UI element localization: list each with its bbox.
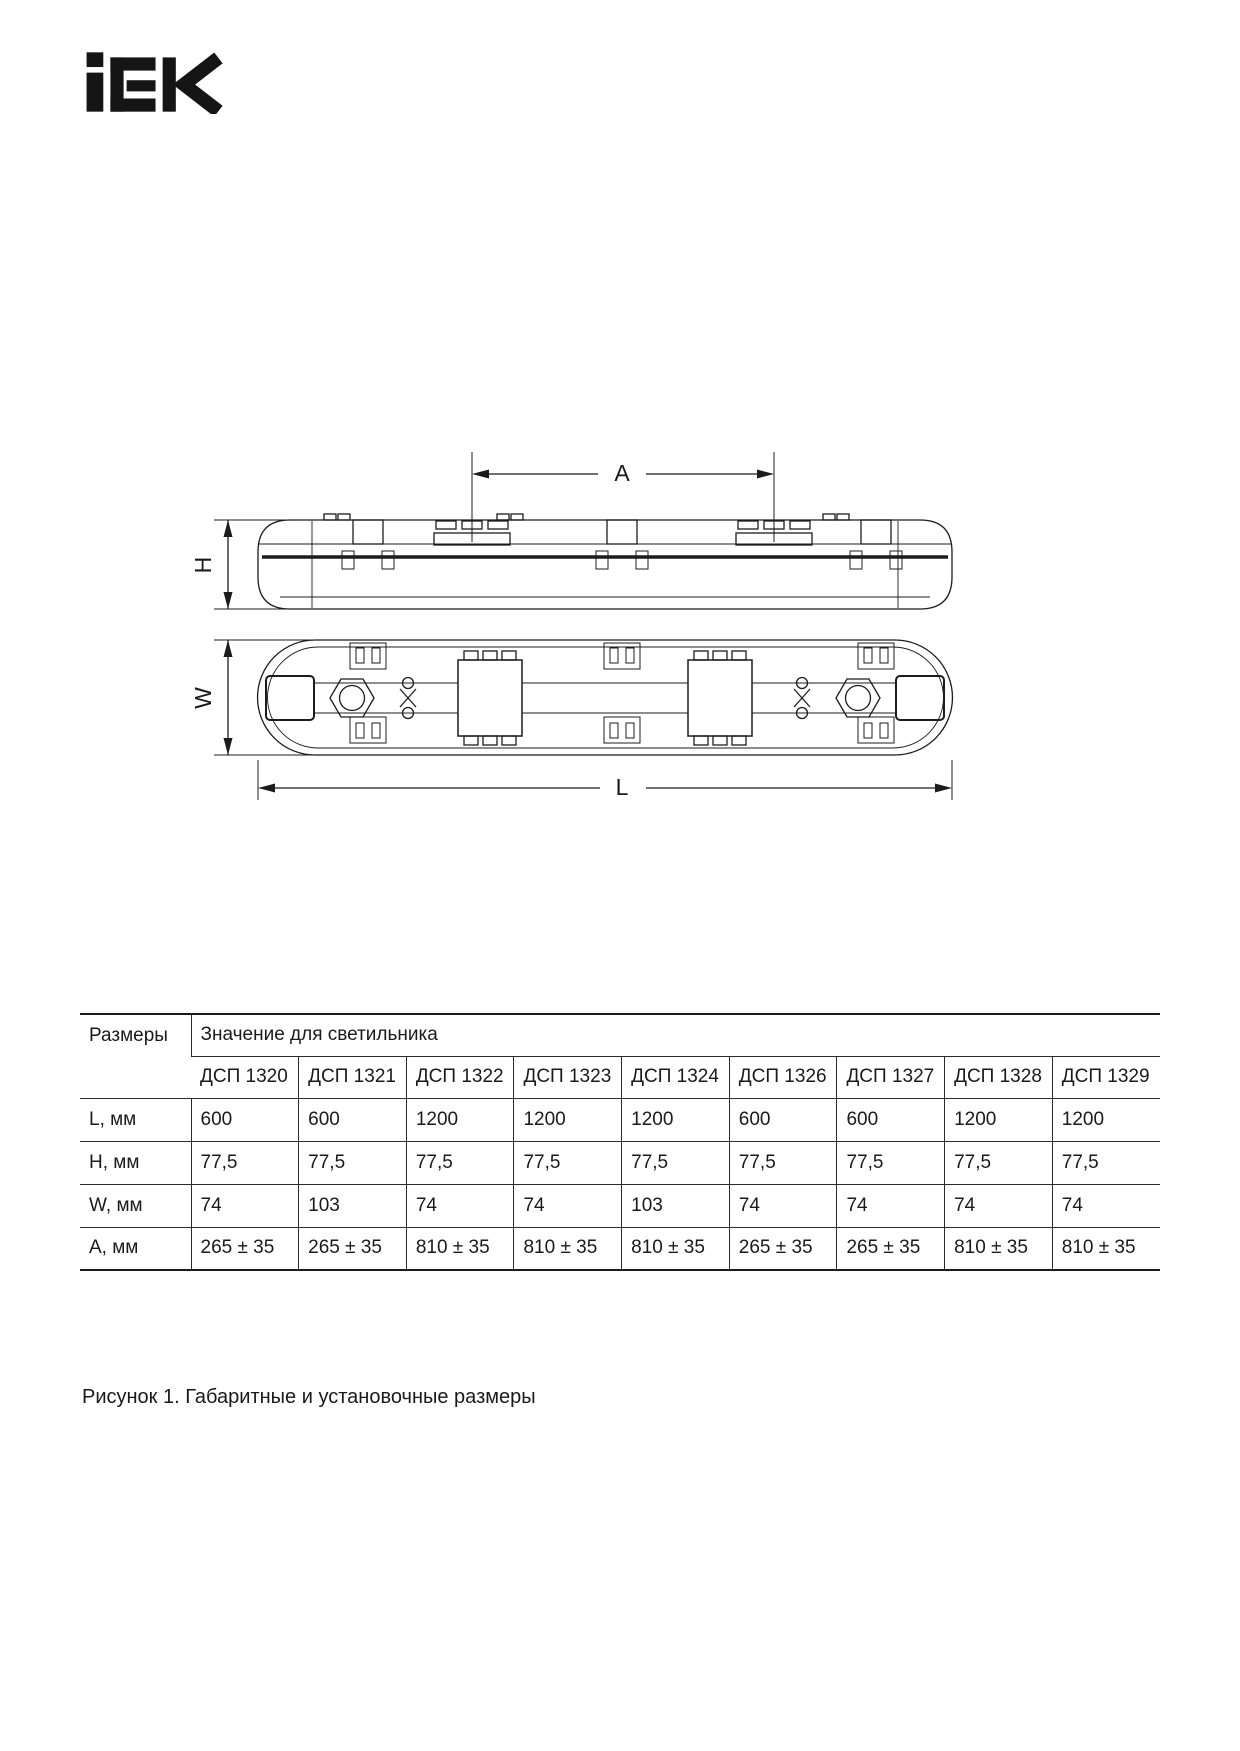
value-cell: 600 [299,1098,407,1141]
value-cell: 77,5 [299,1141,407,1184]
dim-a-arrow-left [472,470,489,479]
dim-a-label: A [614,460,630,486]
value-cell: 74 [945,1184,1053,1227]
corner-header-cell: Размеры [80,1014,191,1098]
group-header-cell: Значение для светильника [191,1014,1160,1056]
dimension-drawing [0,430,1240,830]
mount-clips [350,643,894,743]
row-label-cell: H, мм [80,1141,191,1184]
side-tab [607,520,637,544]
cable-gland-right [836,679,880,717]
value-cell: 265 ± 35 [299,1227,407,1270]
dim-w-arrow-bottom [224,738,233,755]
value-cell: 103 [299,1184,407,1227]
value-cell: 600 [191,1098,299,1141]
dim-h-label: H [190,556,216,574]
model-header-cell: ДСП 1322 [406,1056,514,1098]
dim-l-arrow-right [935,784,952,793]
latch-x-right [794,678,810,719]
value-cell: 74 [729,1184,837,1227]
model-header-cell: ДСП 1321 [299,1056,407,1098]
model-header-cell: ДСП 1329 [1052,1056,1160,1098]
gear-box-left [458,651,522,745]
value-cell: 77,5 [622,1141,730,1184]
model-header-cell: ДСП 1324 [622,1056,730,1098]
iek-logo [82,50,224,114]
value-cell: 77,5 [837,1141,945,1184]
value-cell: 265 ± 35 [729,1227,837,1270]
gear-box-right [688,651,752,745]
dim-w-arrow-top [224,640,233,657]
table-row [80,1098,1160,1141]
row-label-cell: L, мм [80,1098,191,1141]
value-cell: 265 ± 35 [837,1227,945,1270]
value-cell: 1200 [514,1098,622,1141]
value-cell: 1200 [945,1098,1053,1141]
value-cell: 74 [1052,1184,1160,1227]
seam-clips [342,551,902,569]
value-cell: 1200 [622,1098,730,1141]
table-row [80,1141,1160,1184]
value-cell: 810 ± 35 [514,1227,622,1270]
table-body [80,1098,1160,1270]
figure-caption: Рисунок 1. Габаритные и установочные размеры [82,1386,536,1408]
value-cell: 77,5 [191,1141,299,1184]
row-label-cell: A, мм [80,1227,191,1270]
value-cell: 810 ± 35 [406,1227,514,1270]
dim-l-label: L [615,774,629,800]
row-label-cell: W, мм [80,1184,191,1227]
end-cap-right [896,676,944,720]
dim-l-arrow-left [258,784,275,793]
value-cell: 77,5 [945,1141,1053,1184]
value-cell: 810 ± 35 [622,1227,730,1270]
value-cell: 74 [514,1184,622,1227]
dim-h-arrow-bottom [224,592,233,609]
dim-h-arrow-top [224,520,233,537]
value-cell: 74 [406,1184,514,1227]
value-cell: 600 [837,1098,945,1141]
iek-logo-graphic [82,50,224,114]
model-header-cell: ДСП 1320 [191,1056,299,1098]
value-cell: 600 [729,1098,837,1141]
value-cell: 1200 [406,1098,514,1141]
table-row [80,1184,1160,1227]
value-cell: 810 ± 35 [945,1227,1053,1270]
value-cell: 74 [191,1184,299,1227]
value-cell: 1200 [1052,1098,1160,1141]
side-tab [353,520,383,544]
cable-gland-left [330,679,374,717]
value-cell: 265 ± 35 [191,1227,299,1270]
value-cell: 77,5 [514,1141,622,1184]
value-cell: 77,5 [406,1141,514,1184]
dim-w-label: W [190,687,216,709]
value-cell: 77,5 [729,1141,837,1184]
value-cell: 103 [622,1184,730,1227]
table-header [80,1014,1160,1098]
value-cell: 810 ± 35 [1052,1227,1160,1270]
table-header-row-2 [80,1056,1160,1098]
model-header-cell: ДСП 1323 [514,1056,622,1098]
end-cap-left [266,676,314,720]
table-row [80,1227,1160,1270]
value-cell: 74 [837,1184,945,1227]
model-header-cell: ДСП 1328 [945,1056,1053,1098]
latch-x-left [400,678,416,719]
model-header-cell: ДСП 1327 [837,1056,945,1098]
dim-a-arrow-right [757,470,774,479]
model-header-cell: ДСП 1326 [729,1056,837,1098]
dimensions-table [80,1013,1160,1271]
table-header-row-1 [80,1014,1160,1056]
value-cell: 77,5 [1052,1141,1160,1184]
side-view-outline [258,520,952,609]
side-tab [861,520,891,544]
